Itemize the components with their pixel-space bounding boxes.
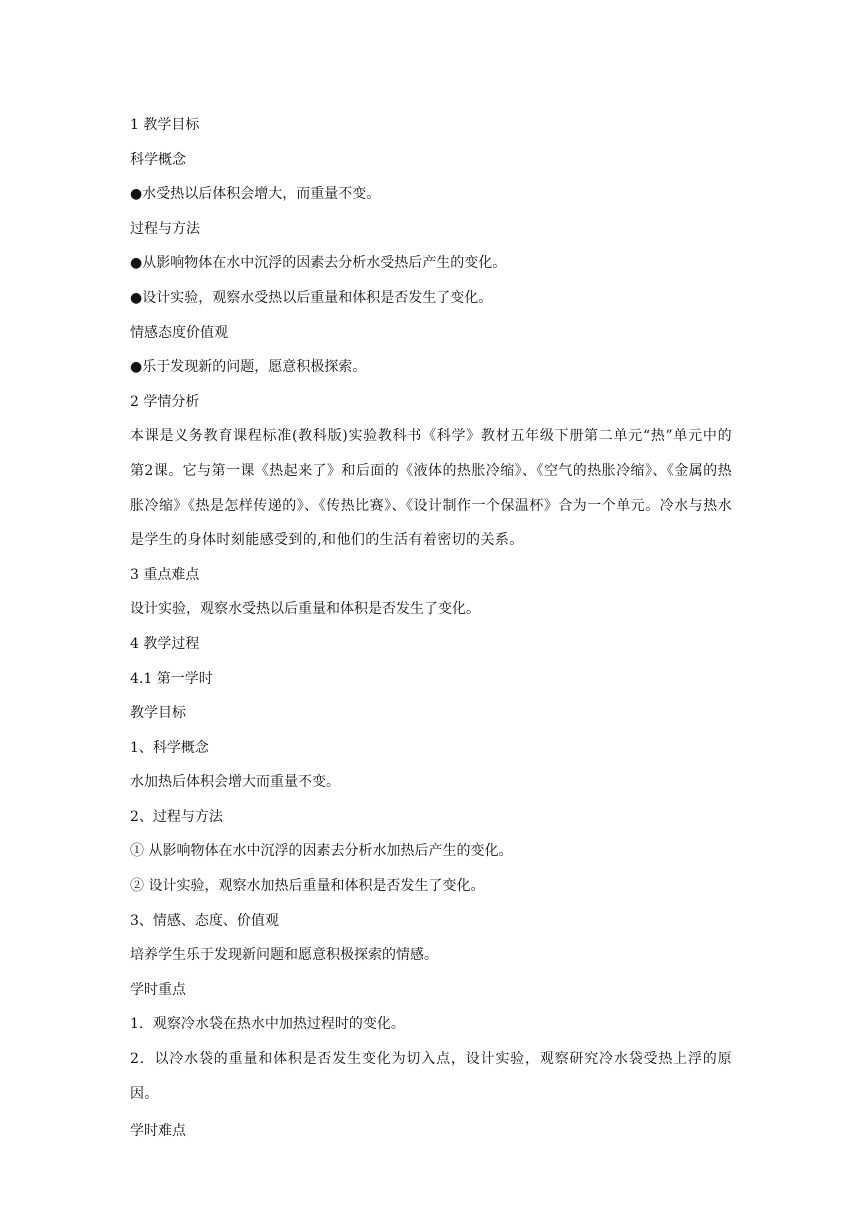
- document-body: [130, 108, 732, 1149]
- numbered-heading: 1、科学概念: [130, 739, 209, 756]
- numbered-list-item: 1．观察冷水袋在热水中加热过程时的变化。: [130, 1016, 405, 1033]
- section-heading-key-difficulties: 3 重点难点: [130, 566, 200, 583]
- subheading-process-method: 过程与方法: [130, 220, 200, 237]
- numbered-heading: 2、过程与方法: [130, 808, 223, 825]
- bullet-item: ●从影响物体在水中沉浮的因素去分析水受热后产生的变化。: [130, 255, 507, 272]
- text-line: 水加热后体积会增大而重量不变。: [130, 774, 340, 791]
- section-heading-student-analysis: 2 学情分析: [130, 393, 200, 410]
- subheading-period-difficulty: 学时难点: [130, 1123, 186, 1140]
- section-heading-teaching-goals: 1 教学目标: [130, 117, 200, 133]
- paragraph-key-difficulties: 设计实验，观察水受热以后重量和体积是否发生了变化。: [130, 601, 480, 618]
- numbered-heading: 3、情感、态度、价值观: [130, 912, 279, 929]
- bullet-item: ●水受热以后体积会增大，而重量不变。: [130, 186, 381, 203]
- paragraph-student-analysis: 本课是义务教育课程标准(教科版)实验教科书《科学》教材五年级下册第二单元“热”单元中的第2课。它与第一课《热起来了》和后面的《液体的热胀冷缩》、《空气的热胀冷缩》、《金属的热胀冷缩》《热是怎样传递的》、《传热比赛》、《设计制作一个保温杯》合为一个单元。冷水与热水是学生的身体时刻能感受到的,和他们的生活有着密切的关系。: [130, 428, 732, 549]
- subheading-period-focus: 学时重点: [130, 981, 186, 998]
- subheading-science-concept: 科学概念: [130, 151, 186, 168]
- subheading-teaching-goals: 教学目标: [130, 705, 186, 722]
- circled-list-item: ① 从影响物体在水中沉浮的因素去分析水加热后产生的变化。: [130, 843, 513, 860]
- subsection-heading-first-period: 4.1 第一学时: [130, 670, 213, 687]
- text-line: 培养学生乐于发现新问题和愿意积极探索的情感。: [130, 947, 438, 964]
- subheading-emotion-attitude-values: 情感态度价值观: [130, 324, 228, 341]
- section-heading-teaching-process: 4 教学过程: [130, 635, 200, 652]
- bullet-item: ●乐于发现新的问题，愿意积极探索。: [130, 359, 367, 376]
- circled-list-item: ② 设计实验，观察水加热后重量和体积是否发生了变化。: [130, 878, 485, 895]
- bullet-item: ●设计实验，观察水受热以后重量和体积是否发生了变化。: [130, 289, 493, 306]
- numbered-list-item: 2．以冷水袋的重量和体积是否发生变化为切入点，设计实验，观察研究冷水袋受热上浮的原因。: [130, 1051, 732, 1102]
